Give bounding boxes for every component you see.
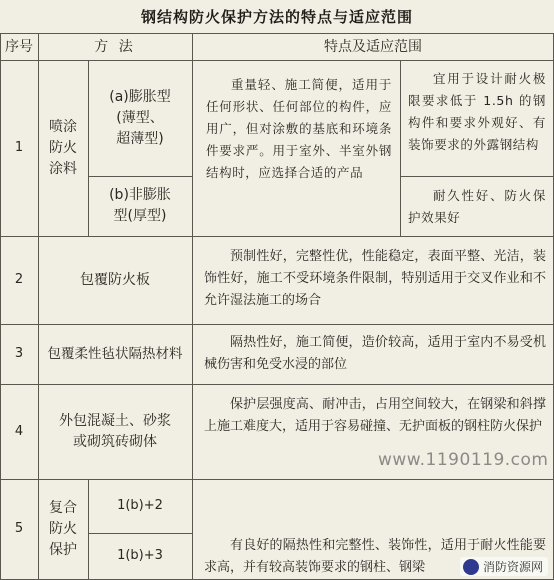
row1-method-line: 防火 (49, 139, 77, 156)
row1-sub-a (88, 60, 192, 176)
row5-no: 5 (14, 521, 24, 536)
row1-method (38, 60, 88, 236)
row5-sub-1: 1(b)+2 (117, 498, 163, 513)
row1-features-common: 重量轻、施工简便，适用于任何形状、任何部位的构件，应用广，但对涂敷的基底和环境条件要求严。用于室外、半室外钢结构时，应选择合适的产品 (206, 77, 392, 180)
row1-sub-a-line: (薄型、 (116, 109, 164, 126)
row2-features: 预制性好，完整性优，性能稳定，表面平整、光洁，装饰性好，施工不受环境条件限制，特别适用于交叉作业和不允许湿法施工的场合 (204, 249, 546, 308)
row1-no: 1 (14, 140, 24, 155)
row5-method-line: 保护 (49, 541, 77, 558)
row2-no: 2 (14, 272, 24, 287)
row3-method: 包覆柔性毡状隔热材料 (47, 346, 183, 362)
header-no: 序号 (5, 38, 33, 55)
row3-features: 隔热性好，施工简便，造价较高，适用于室内不易受机械伤害和免受水浸的部位 (204, 335, 546, 372)
brand-logo-icon (463, 559, 479, 575)
row1-method-line: 喷涂 (49, 118, 77, 135)
fire-protection-table (0, 33, 554, 580)
row1-sub-b (88, 176, 192, 236)
table-title: 钢结构防火保护方法的特点与适应范围 (140, 8, 413, 26)
row1-sub-b-line: (b)非膨胀 (109, 187, 171, 203)
row4-method-line: 或砌筑砖砌体 (73, 433, 157, 450)
row5-method (38, 479, 88, 579)
row4-no: 4 (14, 423, 24, 439)
row5-sub-2: 1(b)+3 (117, 548, 163, 563)
watermark-text: www.1190119.com (378, 450, 549, 470)
row1-sub-b-line: 型(厚型) (113, 208, 167, 224)
header-features: 特点及适应范围 (324, 38, 422, 55)
row4-method (38, 384, 192, 479)
row4-method-line: 外包混凝土、砂浆 (59, 412, 171, 429)
header-method: 方 法 (94, 38, 136, 55)
row3-no: 3 (14, 346, 24, 361)
row1-method-line: 涂料 (49, 160, 77, 177)
row1-features-a: 宜用于设计耐火极限要求低于 1.5h 的钢构件和要求外观好、有装饰要求的外露钢结构 (408, 71, 546, 152)
row4-features: 保护层强度高、耐冲击，占用空间较大，在钢梁和斜撑上施工难度大，适用于容易碰撞、无护面板的钢柱防火保护 (204, 397, 546, 434)
row1-sub-a-line: (a)膨胀型 (109, 88, 171, 105)
row1-features-b: 耐久性好、防火保护效果好 (408, 188, 546, 225)
row2-method: 包覆防火板 (80, 272, 150, 288)
row5-features: 有良好的隔热性和完整性、装饰性，适用于耐火性能要求高，并有较高装饰要求的钢柱、钢梁 (204, 538, 546, 575)
brand-badge[interactable] (460, 557, 548, 576)
row5-method-line: 防火 (49, 520, 77, 537)
row5-method-line: 复合 (49, 499, 77, 516)
brand-name: 消防资源网 (482, 560, 543, 574)
row1-sub-a-line: 超薄型) (116, 130, 164, 147)
